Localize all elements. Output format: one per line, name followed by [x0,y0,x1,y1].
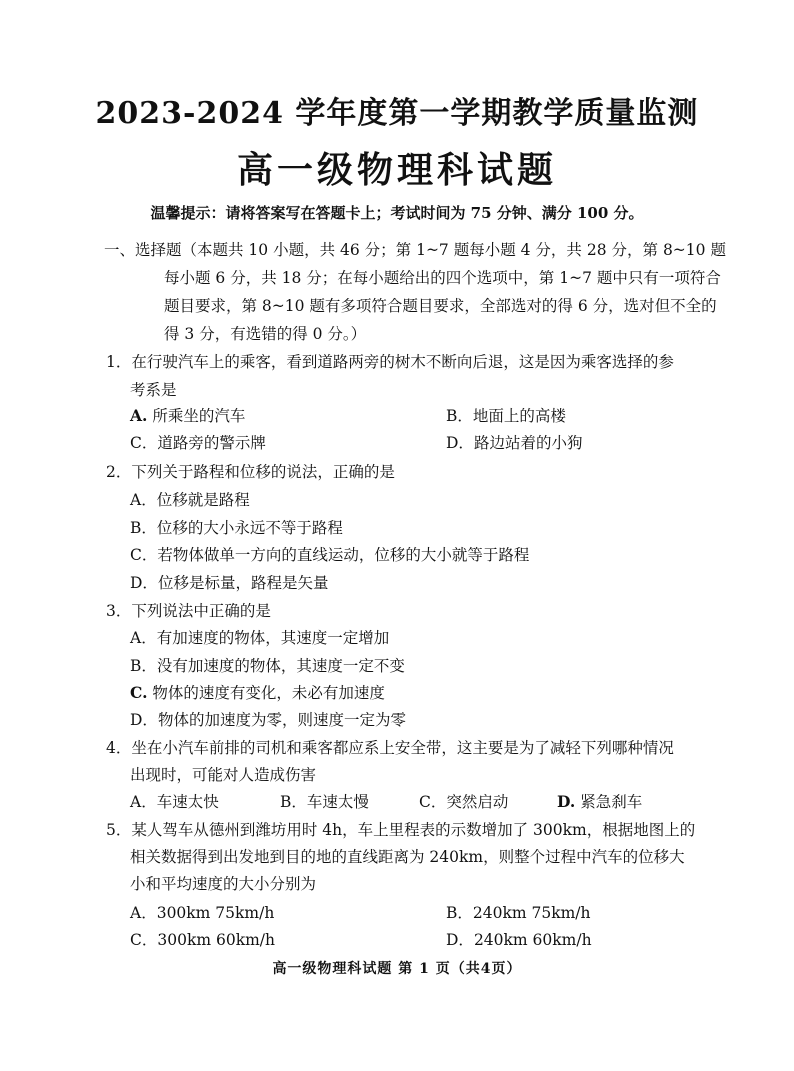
option-text: 有加速度的物体，其速度一定增加 [156,629,390,647]
option-letter: D． [130,574,158,592]
option-letter: A． [130,491,157,509]
option-letter: B． [446,904,473,922]
question-3-option-c [130,681,385,703]
option-letter: B． [280,793,307,811]
section-instructions-line: 得 3 分，有选错的得 0 分。） [164,325,367,343]
section-instructions-line: 一、选择题（本题共 10 小题，共 46 分；第 1~7 题每小题 4 分，共 28 分，第 8~10 题 [104,241,726,259]
question-2-option-c [130,543,529,565]
option-letter: C． [130,546,158,564]
option-letter: D． [130,711,158,729]
option-text: 突然启动 [446,793,509,811]
option-letter: B． [446,407,473,425]
option-text: 300km 60km/h [157,931,275,949]
option-text: 车速太快 [156,793,219,811]
question-2-stem: 2．下列关于路程和位移的说法，正确的是 [106,463,395,481]
option-text: 240km 60km/h [473,931,592,949]
question-3-stem: 3．下列说法中正确的是 [106,602,271,620]
page-footer: 高一级物理科试题 第 1 页（共4页） [272,961,522,977]
option-letter: D． [446,434,474,452]
option-letter: C． [419,793,447,811]
option-text: 道路旁的警示牌 [157,434,266,452]
option-letter: A. [130,406,148,425]
option-letter: A． [130,904,157,922]
exam-title-subject: 高一级物理科试题 [236,149,557,191]
option-text: 240km 75km/h [472,904,591,922]
option-letter: C． [130,931,158,949]
option-letter: C. [130,683,148,702]
option-text: 紧急刹车 [580,793,643,811]
question-2-option-d [130,571,328,593]
question-4-stem: 4．坐在小汽车前排的司机和乘客都应系上安全带，这主要是为了减轻下列哪种情况 [106,739,674,757]
question-5-stem: 相关数据得到出发地到目的地的直线距离为 240km，则整个过程中汽车的位移大 [130,848,685,866]
option-letter: C． [130,434,158,452]
option-text: 没有加速度的物体，其速度一定不变 [156,657,405,675]
question-1-option-a [130,404,245,426]
question-3-option-a [130,626,389,648]
option-text: 路边站着的小狗 [473,434,583,452]
question-3-option-b [130,654,405,676]
question-2-option-a [130,488,250,510]
section-instructions-line: 题目要求，第 8~10 题有多项符合题目要求，全部选对的得 6 分，选对但不全的 [164,297,717,315]
question-4-option-a [130,790,219,812]
option-letter: B． [130,519,157,537]
option-text: 位移是标量，路程是矢量 [157,574,329,592]
option-text: 300km 75km/h [156,904,275,922]
option-text: 位移的大小永远不等于路程 [156,519,343,537]
question-2-option-b [130,516,343,538]
option-text: 车速太慢 [306,793,369,811]
question-5-option-b [446,901,591,923]
question-1-option-d [446,431,582,453]
option-letter: A． [130,793,157,811]
option-text: 所乘坐的汽车 [152,407,246,425]
option-letter: A． [130,629,157,647]
option-text: 物体的速度有变化，未必有加速度 [152,684,385,702]
question-1-option-b [446,404,566,426]
question-4-option-b [280,790,369,812]
option-text: 位移就是路程 [156,491,250,509]
exam-tip: 温馨提示：请将答案写在答题卡上；考试时间为 75 分钟、满分 100 分。 [150,204,644,222]
question-4-option-d [557,790,642,812]
section-instructions-line: 每小题 6 分，共 18 分；在每小题给出的四个选项中，第 1~7 题中只有一项符合 [164,269,721,287]
question-5-stem: 小和平均速度的大小分别为 [130,875,317,893]
question-5-option-a [130,901,274,923]
question-5-option-d [446,928,592,950]
question-1-stem: 考系是 [130,381,177,399]
option-text: 地面上的高楼 [472,407,566,425]
option-letter: D． [446,931,474,949]
exam-title-year: 2023-2024 学年度第一学期教学质量监测 [95,96,699,131]
question-5-option-c [130,928,275,950]
option-letter: D. [557,792,576,811]
option-text: 若物体做单一方向的直线运动，位移的大小就等于路程 [157,546,530,564]
question-4-option-c [419,790,508,812]
question-4-stem: 出现时，可能对人造成伤害 [130,766,317,784]
question-1-stem: 1．在行驶汽车上的乘客，看到道路两旁的树木不断向后退，这是因为乘客选择的参 [106,353,674,371]
option-text: 物体的加速度为零，则速度一定为零 [157,711,406,729]
option-letter: B． [130,657,157,675]
question-1-option-c [130,431,266,453]
question-5-stem: 5．某人驾车从德州到潍坊用时 4h，车上里程表的示数增加了 300km，根据地图上的 [106,821,696,839]
question-3-option-d [130,708,406,730]
